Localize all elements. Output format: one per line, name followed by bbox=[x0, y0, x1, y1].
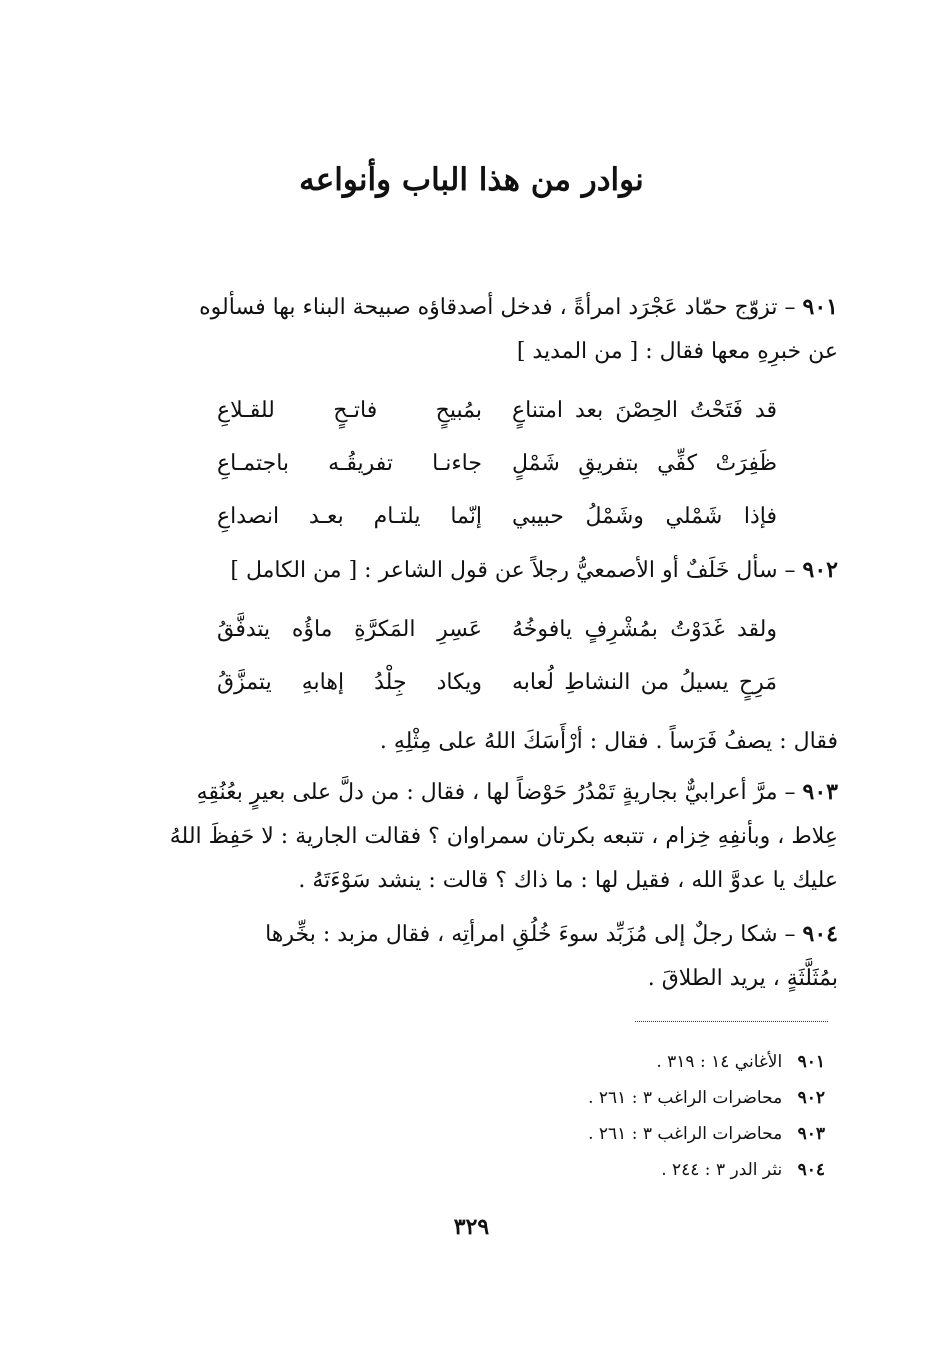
entry-text-line: عليك يا عدوَّ الله ، فقيل لها : ما ذاك ؟ قالت : ينشد سَوْءَتَهُ . bbox=[298, 868, 838, 893]
verse-hemistich: إنّما يلتـام بعـد انصداعِ bbox=[217, 504, 482, 529]
entry-text-line: عن خبرِهِ معها فقال : [ من المديد ] bbox=[516, 339, 838, 364]
entry-902 bbox=[158, 548, 838, 593]
page-number: ٣٢٩ bbox=[453, 1214, 490, 1240]
footnote-number: ٩٠٤ bbox=[797, 1160, 825, 1180]
entry-903 bbox=[158, 770, 838, 903]
footnote bbox=[425, 1080, 825, 1116]
poem-902 bbox=[217, 603, 777, 709]
footnote-number: ٩٠٢ bbox=[797, 1088, 825, 1108]
footnote-text: الأغاني ١٤ : ٣١٩ . bbox=[656, 1052, 783, 1072]
footnote bbox=[425, 1044, 825, 1080]
verse-line bbox=[217, 437, 777, 490]
entry-901 bbox=[158, 285, 838, 374]
verse-line bbox=[217, 603, 777, 656]
verse-hemistich: عَسِرِ المَكرَّةِ ماؤُه يتدفَّقُ bbox=[217, 617, 482, 642]
entry-number: ٩٠٣ bbox=[802, 779, 838, 805]
poem-901 bbox=[217, 384, 777, 543]
entry-902-conclusion bbox=[158, 720, 838, 764]
footnote-number: ٩٠٣ bbox=[797, 1124, 825, 1144]
verse-hemistich: فإذا شَمْلي وشَمْلُ حبيبي bbox=[512, 504, 777, 529]
chapter-title: نوادر من هذا الباب وأنواعه bbox=[299, 162, 644, 198]
verse-hemistich: ظَفِرَتْ كفِّي بتفريقِ شَمْلٍ bbox=[512, 451, 777, 476]
footnote bbox=[425, 1116, 825, 1152]
verse-hemistich: مَرِحٍ يسيلُ من النشاطِ لُعابه bbox=[512, 670, 777, 695]
entry-number: ٩٠٤ bbox=[802, 921, 838, 947]
footnote-number: ٩٠١ bbox=[797, 1052, 825, 1072]
footnote-divider bbox=[635, 1021, 828, 1022]
entry-text-line: عِلاط ، وبأنفِهِ خِزام ، تتبعه بكرتان سمراوان ؟ فقالت الجارية : لا حَفِظَ اللهُ bbox=[169, 824, 838, 849]
verse-hemistich: بمُبيحٍ فاتـحٍ للقـلاعِ bbox=[217, 398, 482, 423]
entry-text-line: بمُثَلَّثَةٍ ، يريد الطلاقَ . bbox=[647, 966, 838, 991]
verse-hemistich: ولقد غَدَوْتُ بمُشْرِفٍ يافوخُهُ bbox=[512, 617, 777, 642]
entry-904 bbox=[158, 912, 838, 1001]
footnote-text: نثر الدر ٣ : ٢٤٤ . bbox=[661, 1160, 783, 1180]
verse-hemistich: قد فَتَحْتُ الحِصْنَ بعد امتناعٍ bbox=[512, 398, 777, 423]
footnote-text: محاضرات الراغب ٣ : ٢٦١ . bbox=[588, 1088, 783, 1108]
verse-hemistich: جاءنـا تفريقُـه باجتمـاعِ bbox=[217, 451, 482, 476]
entry-number: ٩٠١ bbox=[802, 294, 838, 320]
verse-line bbox=[217, 384, 777, 437]
footnote bbox=[425, 1152, 825, 1188]
verse-line bbox=[217, 656, 777, 709]
entry-text-line: – سأل خَلَفٌ أو الأصمعيُّ رجلاً عن قول الشاعر : [ من الكامل ] bbox=[230, 558, 796, 583]
verse-hemistich: ويكاد جِلْدُ إهابهِ يتمزَّقُ bbox=[217, 670, 482, 695]
entry-number: ٩٠٢ bbox=[802, 557, 838, 583]
footnotes bbox=[425, 1044, 825, 1188]
entry-text-line: – شكا رجلٌ إلى مُزَبِّد سوءَ خُلُقِ امرأتِه ، فقال مزبد : بخِّرها bbox=[265, 922, 796, 947]
entry-text-line: فقال : يصفُ فَرَساً . فقال : أرْأَسَكَ اللهُ على مِثْلِهِ . bbox=[379, 729, 838, 754]
entry-text-line: – مرَّ أعرابيٌّ بجاريةٍ تَمْدُرُ حَوْضاً لها ، فقال : من دلَّ على بعيرٍ بعُنُقِهِ bbox=[196, 780, 796, 805]
verse-line bbox=[217, 490, 777, 543]
footnote-text: محاضرات الراغب ٣ : ٢٦١ . bbox=[588, 1124, 783, 1144]
entry-text-line: – تزوّج حمّاد عَجْرَد امرأةً ، فدخل أصدقاؤه صبيحة البناء بها فسألوه bbox=[199, 295, 796, 320]
